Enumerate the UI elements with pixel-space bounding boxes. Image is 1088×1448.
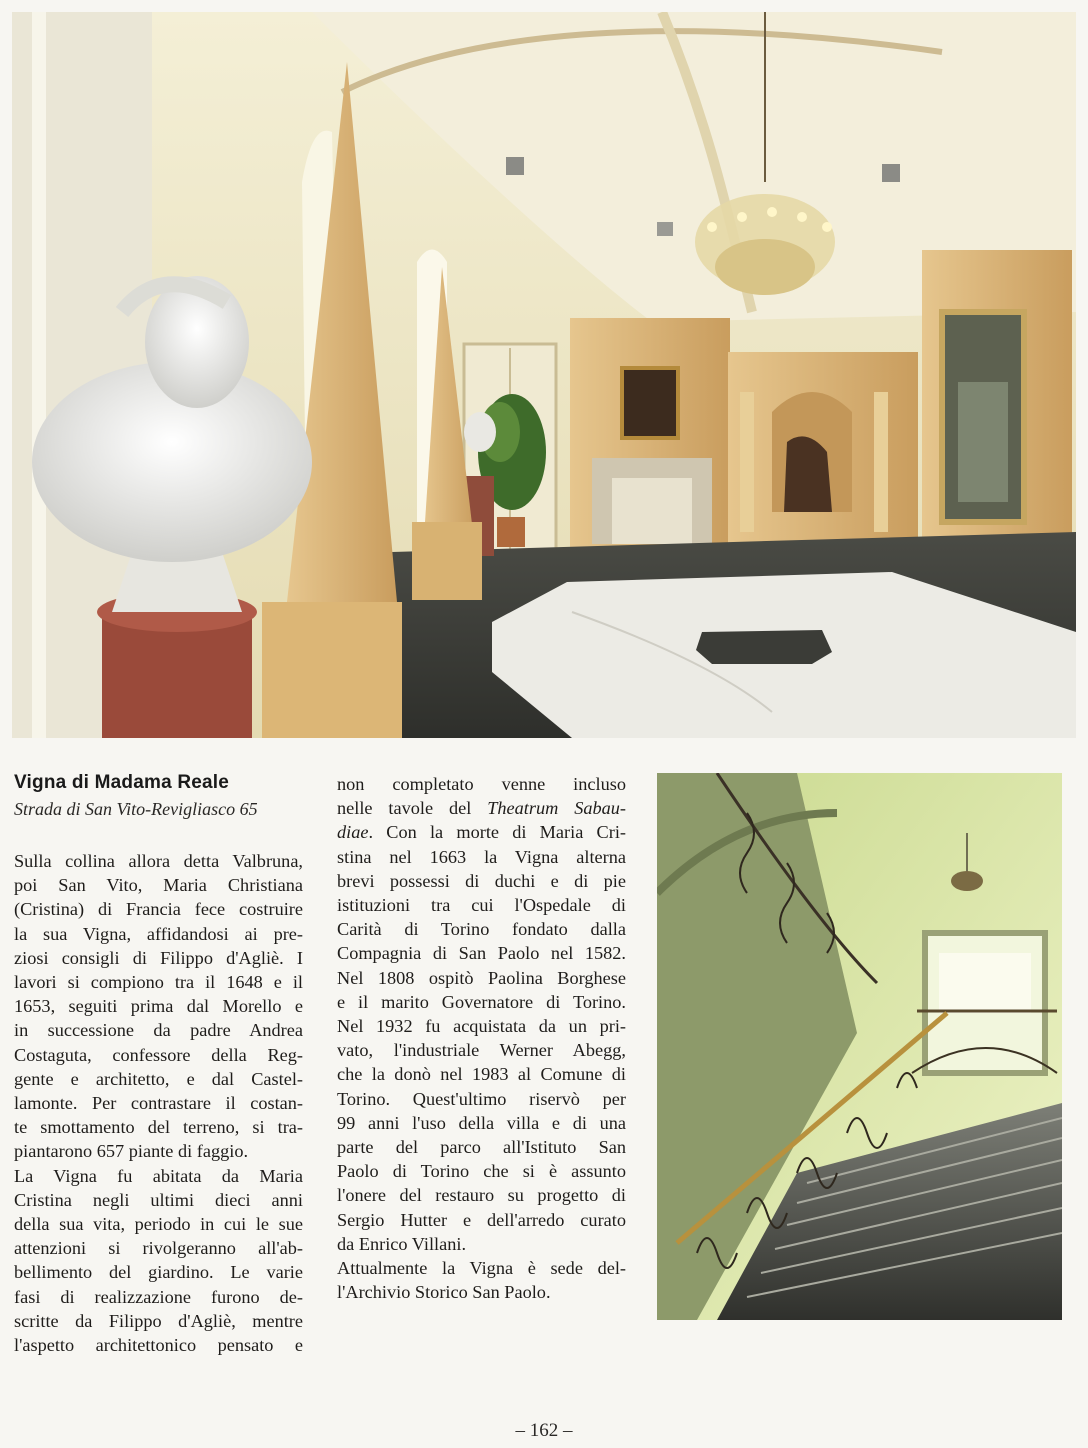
text-line: Nel 1932 fu acquistata da un pri- [337, 1016, 626, 1037]
text-line: stina nel 1663 la Vigna alterna [337, 846, 626, 867]
work-title-italic: Theatrum Sabau- [487, 798, 626, 819]
text-line: e il marito Governatore di Torino. [337, 991, 626, 1012]
text-line: l'onere del restauro su progetto di [337, 1185, 626, 1206]
text-line: Sergio Hutter e dell'arredo curato [337, 1209, 626, 1230]
body-column-1 [14, 849, 303, 1357]
text-line: vato, l'industriale Werner Abegg, [337, 1040, 626, 1061]
page-number: – 162 – [515, 1420, 573, 1441]
staircase-photo [657, 773, 1062, 1320]
text-line: piantarono 657 piante di faggio. [14, 1141, 249, 1162]
text-line: l'aspetto architettonico pensato e [14, 1335, 303, 1356]
text-line: attenzioni si rivolgeranno all'ab- [14, 1238, 303, 1259]
text-line: la sua Vigna, affidandosi ai pre- [14, 923, 303, 944]
text-line: da Enrico Villani. [337, 1233, 467, 1254]
text-line: gente e architetto, e dal Castel- [14, 1068, 303, 1089]
hall-illustration [12, 12, 1076, 738]
hero-photo [12, 12, 1076, 738]
article-title: Vigna di Madama Reale [14, 772, 230, 793]
article-subtitle: Strada di San Vito-Revigliasco 65 [14, 799, 258, 819]
text-line: 1653, seguiti prima dal Morello e [14, 996, 303, 1017]
text-line: in successione da padre Andrea [14, 1020, 303, 1041]
text-line: Torino. Quest'ultimo riservò per [337, 1088, 626, 1109]
text-line: Costaguta, confessore della Reg- [14, 1044, 303, 1065]
text-line: ziosi consigli di Filippo d'Agliè. I [14, 947, 303, 968]
text-line: lamonte. Per contrastare il costan- [14, 1093, 303, 1114]
text-fragment: nelle tavole del [337, 798, 488, 819]
text-line: brevi possessi di duchi e di pie [337, 870, 626, 891]
text-line: parte del parco all'Istituto San [337, 1137, 626, 1158]
text-line [337, 820, 626, 844]
work-title-italic: diae [337, 822, 369, 843]
text-line: Paolo di Torino che si è assunto [337, 1161, 626, 1182]
text-line: Cristina negli ultimi dieci anni [14, 1189, 303, 1210]
text-line: Carità di Torino fondato dalla [337, 919, 626, 940]
text-line: te smottamento del terreno, si tra- [14, 1117, 303, 1138]
text-line: fasi di realizzazione furono de- [14, 1286, 303, 1307]
text-fragment: . Con la morte di Maria Cri- [368, 822, 626, 843]
text-line: bellimento del giardino. Le varie [14, 1262, 303, 1283]
text-line: lavori si compiono tra il 1648 e il [14, 972, 303, 993]
text-line: La Vigna fu abitata da Maria [14, 1165, 303, 1186]
text-line: istituzioni tra cui l'Ospedale di [337, 895, 626, 916]
text-line: Nel 1808 ospitò Paolina Borghese [337, 967, 626, 988]
text-line: Attualmente la Vigna è sede del- [337, 1258, 626, 1279]
text-line: (Cristina) di Francia fece costruire [14, 899, 303, 920]
text-line: l'Archivio Storico San Paolo. [337, 1282, 551, 1303]
text-line [337, 796, 626, 820]
text-line: non completato venne incluso [337, 774, 626, 794]
staircase-illustration [657, 773, 1062, 1320]
text-line: 99 anni l'uso della villa e di una [337, 1112, 626, 1133]
text-line: Sulla collina allora detta Valbruna, [14, 851, 303, 871]
text-line: scritte da Filippo d'Agliè, mentre [14, 1310, 303, 1331]
body-column-2 [337, 772, 626, 1304]
text-line: Compagnia di San Paolo nel 1582. [337, 943, 626, 964]
text-line: della sua vita, periodo in cui le sue [14, 1214, 303, 1235]
text-line: poi San Vito, Maria Christiana [14, 875, 303, 896]
text-line: che la donò nel 1983 al Comune di [337, 1064, 626, 1085]
